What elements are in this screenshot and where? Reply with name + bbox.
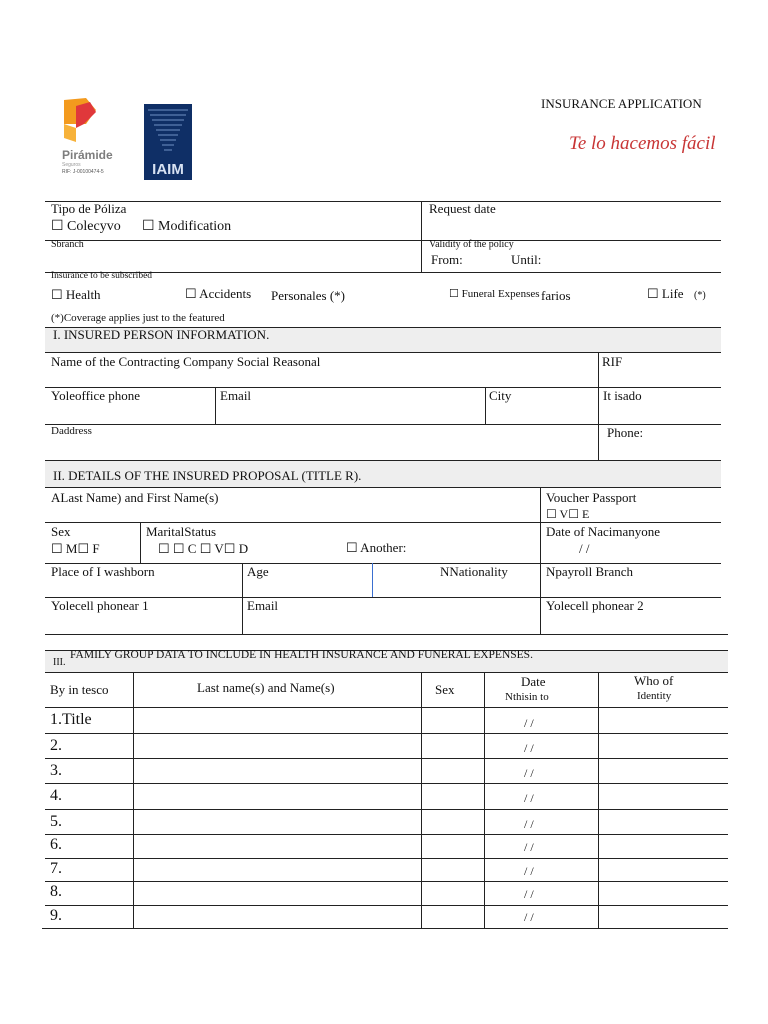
rule bbox=[45, 905, 728, 906]
table-row-label: 4. bbox=[50, 787, 62, 804]
table-row-label: 6. bbox=[50, 836, 62, 853]
validity-label: Validity of the policy bbox=[429, 239, 514, 250]
cell2-label: Yolecell phonear 2 bbox=[546, 598, 644, 613]
table-row-label: 9. bbox=[50, 907, 62, 924]
company-name-label: Name of the Contracting Company Social Reasonal bbox=[51, 354, 321, 369]
date-mark: / / bbox=[524, 817, 534, 831]
from-label: From: bbox=[431, 252, 463, 267]
rule bbox=[45, 858, 728, 859]
birthplace-label: Place of I washborn bbox=[51, 564, 155, 579]
dob-label: Date of Nacimanyone bbox=[546, 524, 661, 539]
col-id-header: Who of bbox=[634, 673, 674, 688]
option-funeral[interactable]: ☐ Funeral Expenses bbox=[449, 288, 540, 300]
date-mark: / / bbox=[524, 791, 534, 805]
date-mark: / / bbox=[524, 910, 534, 924]
request-date-label: Request date bbox=[429, 201, 496, 216]
table-row-label: 3. bbox=[50, 762, 62, 779]
marital-label: MaritalStatus bbox=[146, 524, 217, 539]
voucher-options[interactable]: ☐ V☐ E bbox=[546, 507, 590, 521]
rule bbox=[42, 928, 728, 929]
rule bbox=[45, 733, 728, 734]
rule bbox=[45, 783, 728, 784]
section2-title: II. DETAILS OF THE INSURED PROPOSAL (TITLE R). bbox=[53, 468, 362, 483]
piramide-logo-sub: Seguros bbox=[62, 162, 81, 168]
rule bbox=[598, 672, 599, 928]
marital-options[interactable]: ☐ ☐ C ☐ V☐ D bbox=[158, 541, 249, 556]
date-mark: / / bbox=[524, 840, 534, 854]
until-label: Until: bbox=[511, 252, 542, 267]
voucher-label: Voucher Passport bbox=[546, 490, 637, 505]
rule bbox=[45, 881, 728, 882]
option-life[interactable]: ☐ Life bbox=[647, 286, 684, 301]
col-relation-header: By in tesco bbox=[50, 682, 109, 697]
rule bbox=[45, 758, 728, 759]
section3-title: FAMILY GROUP DATA TO INCLUDE IN HEALTH INSURANCE AND FUNERAL EXPENSES. bbox=[70, 649, 533, 661]
col-date-header: Date bbox=[521, 674, 546, 689]
coverage-note: (*)Coverage applies just to the featured bbox=[51, 312, 225, 324]
date-mark: / / bbox=[524, 766, 534, 780]
option-health[interactable]: ☐ Health bbox=[51, 287, 101, 302]
rif-label: RIF bbox=[602, 354, 623, 369]
branch-label: Sbranch bbox=[51, 239, 84, 250]
policy-type-label: Tipo de Póliza bbox=[51, 201, 127, 216]
option-accidents[interactable]: ☐ Accidents bbox=[185, 286, 252, 301]
rule bbox=[421, 672, 422, 928]
full-name-label: ALast Name) and First Name(s) bbox=[51, 490, 219, 505]
rule bbox=[133, 672, 134, 928]
section3-prefix: III. bbox=[53, 657, 66, 668]
col-sex-header: Sex bbox=[435, 682, 455, 697]
dob-slashes: / / bbox=[579, 541, 590, 556]
table-row-label: 8. bbox=[50, 883, 62, 900]
city-label: City bbox=[489, 388, 512, 403]
sex-options[interactable]: ☐ M☐ F bbox=[51, 541, 100, 556]
phone-label: Phone: bbox=[607, 425, 644, 440]
rule bbox=[45, 809, 728, 810]
email2-label: Email bbox=[247, 598, 279, 613]
rule bbox=[484, 672, 485, 928]
payroll-label: Npayroll Branch bbox=[546, 564, 634, 579]
varios-label: farios bbox=[541, 288, 571, 303]
insurance-label: Insurance to be subscribed bbox=[51, 271, 153, 281]
sex-label: Sex bbox=[51, 524, 71, 539]
date-mark: / / bbox=[524, 864, 534, 878]
piramide-rif: RIF: J-00100474-5 bbox=[62, 169, 104, 175]
col-date-sub: Nthisin to bbox=[505, 691, 549, 703]
rule bbox=[45, 707, 728, 708]
life-mark: (*) bbox=[694, 290, 706, 301]
iaim-logo-text: IAIM bbox=[152, 161, 184, 178]
address-label: Daddress bbox=[51, 425, 92, 437]
document-title: INSURANCE APPLICATION bbox=[541, 96, 702, 111]
state-label: It isado bbox=[603, 388, 642, 403]
date-mark: / / bbox=[524, 887, 534, 901]
rule bbox=[45, 834, 728, 835]
table-row-label: 1.Title bbox=[50, 711, 92, 728]
office-phone-label: Yoleoffice phone bbox=[51, 388, 141, 403]
date-mark: / / bbox=[524, 716, 534, 730]
personales-label: Personales (*) bbox=[271, 288, 346, 303]
cell1-label: Yolecell phonear 1 bbox=[51, 598, 149, 613]
option-colectivo[interactable]: ☐ Colecyvo bbox=[51, 219, 121, 234]
age-label: Age bbox=[247, 564, 269, 579]
table-row-label: 7. bbox=[50, 860, 62, 877]
table-row-label: 2. bbox=[50, 737, 62, 754]
col-id-sub: Identity bbox=[637, 690, 672, 702]
col-name-header: Last name(s) and Name(s) bbox=[197, 680, 335, 695]
option-modification[interactable]: ☐ Modification bbox=[142, 219, 232, 234]
email-label: Email bbox=[220, 388, 252, 403]
nationality-label: NNationality bbox=[440, 564, 508, 579]
section1-title: I. INSURED PERSON INFORMATION. bbox=[53, 327, 270, 342]
another-option[interactable]: ☐ Another: bbox=[346, 540, 407, 555]
table-row-label: 5. bbox=[50, 813, 62, 830]
piramide-logo-text: Pirámide bbox=[62, 148, 113, 162]
tagline: Te lo hacemos fácil bbox=[569, 133, 716, 154]
date-mark: / / bbox=[524, 741, 534, 755]
